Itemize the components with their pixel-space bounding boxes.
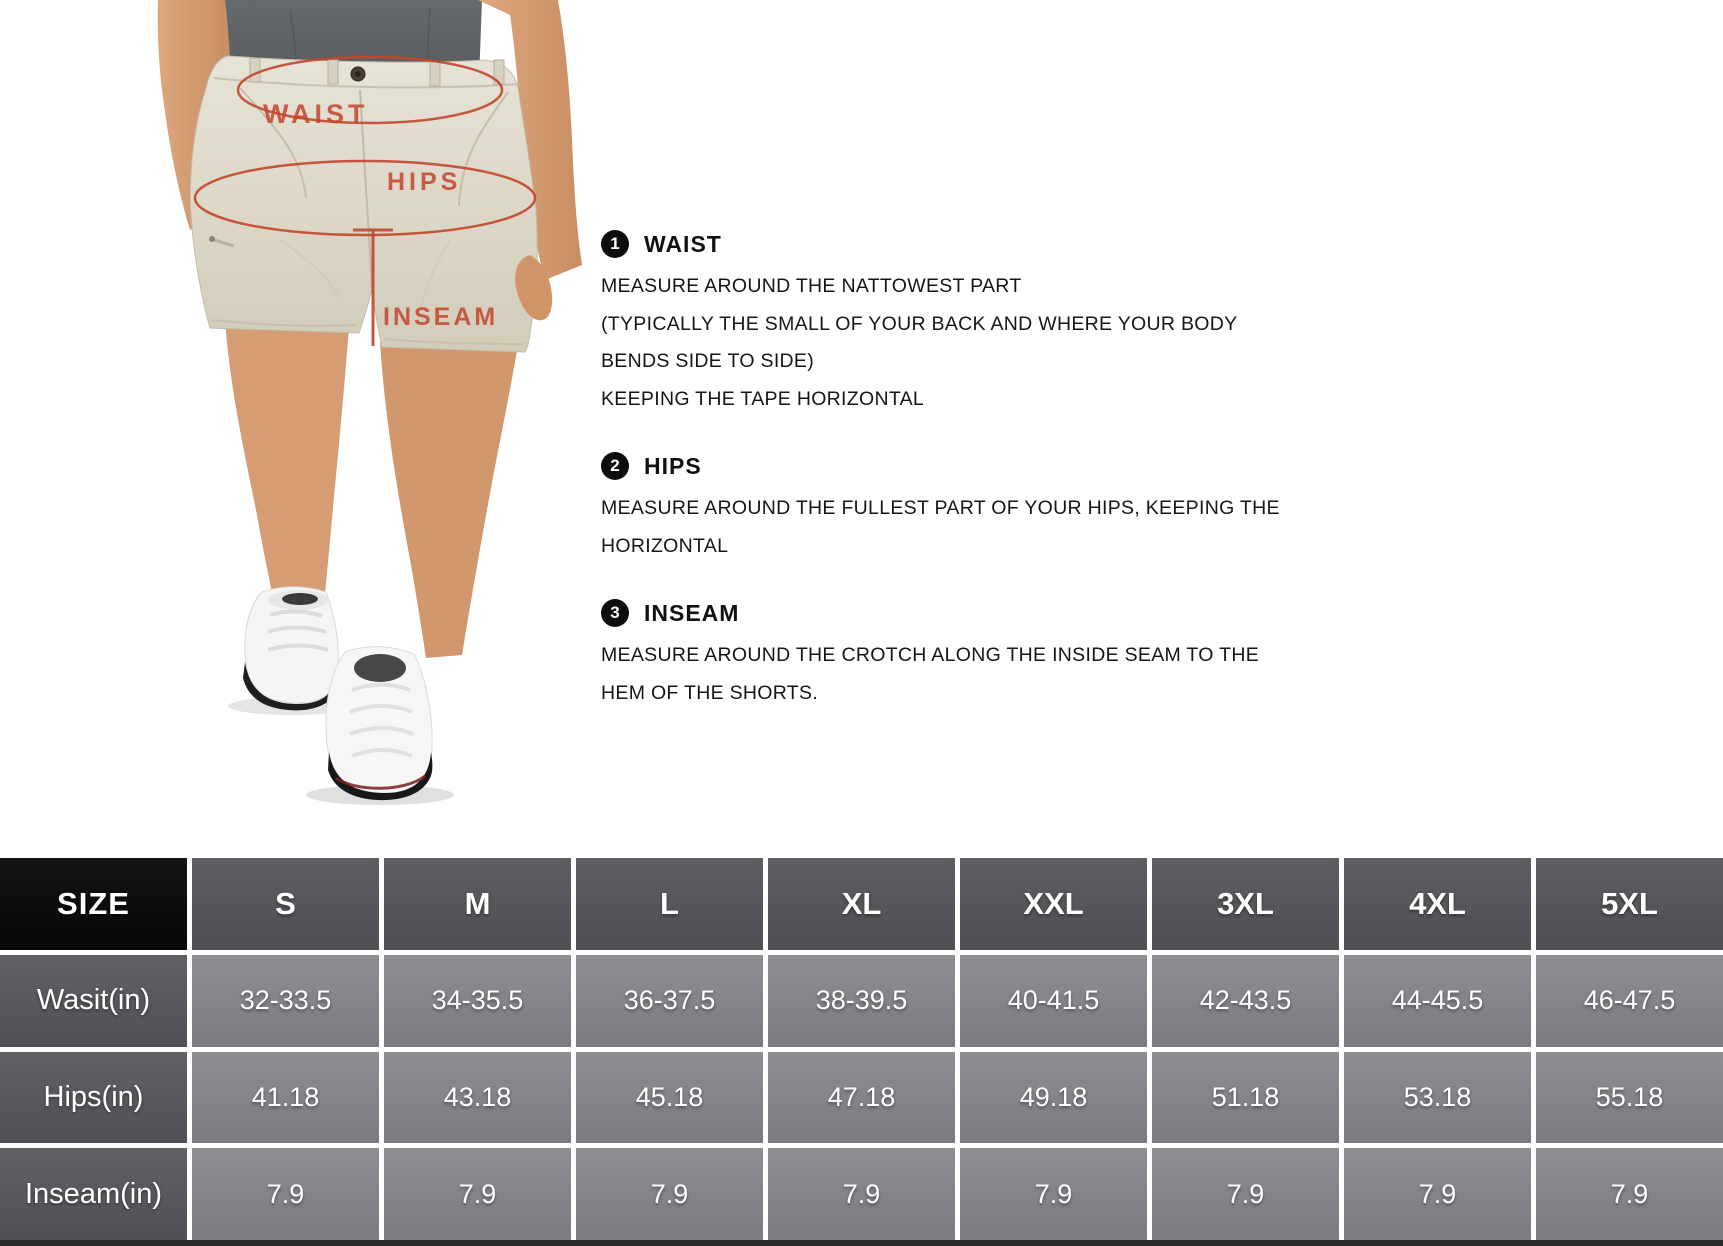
hips-value: 41.18 — [192, 1052, 379, 1144]
inseam-value: 7.9 — [576, 1148, 763, 1240]
left-shoe — [243, 587, 340, 711]
hips-value: 51.18 — [1152, 1052, 1339, 1144]
hips-value: 45.18 — [576, 1052, 763, 1144]
hips-value: 43.18 — [384, 1052, 571, 1144]
size-table-header-xxl: XXL — [960, 858, 1147, 950]
inseam-value: 7.9 — [384, 1148, 571, 1240]
inseam-annotation-label: INSEAM — [383, 303, 499, 331]
size-table-label-waist: Wasit(in) — [0, 955, 187, 1047]
instruction-text: MEASURE AROUND THE FULLEST PART OF YOUR HIPS, KEEPING THE — [601, 497, 1280, 519]
inseam-value: 7.9 — [1536, 1148, 1723, 1240]
waist-value: 38-39.5 — [768, 955, 955, 1047]
waist-value: 44-45.5 — [1344, 955, 1531, 1047]
right-leg — [380, 342, 517, 658]
size-table-header-xl: XL — [768, 858, 955, 950]
instruction-text: MEASURE AROUND THE CROTCH ALONG THE INSIDE SEAM TO THE — [601, 644, 1260, 666]
hips-value: 53.18 — [1344, 1052, 1531, 1144]
waist-value: 34-35.5 — [384, 955, 571, 1047]
waist-value: 46-47.5 — [1536, 955, 1723, 1047]
instruction-text: (TYPICALLY THE SMALL OF YOUR BACK AND WHERE YOUR BODY — [601, 312, 1238, 335]
instruction-title-waist: WAIST — [644, 230, 722, 257]
inseam-value: 7.9 — [1152, 1148, 1339, 1240]
hips-value: 47.18 — [768, 1052, 955, 1144]
instruction-text: MEASURE AROUND THE NATTOWEST PART — [601, 275, 1022, 297]
instruction-text: HORIZONTAL — [601, 534, 729, 557]
instruction-text: BENDS SIDE TO SIDE) — [601, 350, 815, 372]
instruction-section-inseam — [601, 599, 1401, 712]
instruction-section-hips — [601, 452, 1401, 565]
model-photo — [130, 0, 600, 810]
inseam-value: 7.9 — [1344, 1148, 1531, 1240]
size-table — [0, 858, 1723, 1246]
size-table-header-4xl: 4XL — [1344, 858, 1531, 950]
size-table-label-inseam: Inseam(in) — [0, 1148, 187, 1240]
inseam-value: 7.9 — [192, 1148, 379, 1240]
size-table-header-s: S — [192, 858, 379, 950]
instruction-text: KEEPING THE TAPE HORIZONTAL — [601, 387, 925, 410]
hips-value: 49.18 — [960, 1052, 1147, 1144]
inseam-value: 7.9 — [768, 1148, 955, 1240]
hips-annotation-label: HIPS — [387, 168, 462, 196]
instruction-title-hips: HIPS — [644, 452, 702, 479]
waist-value: 32-33.5 — [192, 955, 379, 1047]
size-table-header-3xl: 3XL — [1152, 858, 1339, 950]
waist-annotation-label: WAIST — [263, 99, 369, 129]
waist-value: 42-43.5 — [1152, 955, 1339, 1047]
waist-value: 36-37.5 — [576, 955, 763, 1047]
size-table-header-5xl: 5XL — [1536, 858, 1723, 950]
waist-value: 40-41.5 — [960, 955, 1147, 1047]
right-shoe — [326, 647, 433, 801]
hips-value: 55.18 — [1536, 1052, 1723, 1144]
size-table-header-m: M — [384, 858, 571, 950]
measurement-instructions — [601, 230, 1401, 746]
step-1-badge: 1 — [601, 230, 629, 258]
instruction-section-waist — [601, 230, 1401, 418]
inseam-value: 7.9 — [960, 1148, 1147, 1240]
size-table-header-size: SIZE — [0, 858, 187, 950]
instruction-text: HEM OF THE SHORTS. — [601, 681, 819, 704]
step-2-badge: 2 — [601, 452, 629, 480]
instruction-title-inseam: INSEAM — [644, 599, 740, 626]
model-illustration — [130, 0, 600, 810]
step-3-badge: 3 — [601, 599, 629, 627]
left-leg — [225, 320, 349, 606]
size-table-header-l: L — [576, 858, 763, 950]
size-table-label-hips: Hips(in) — [0, 1052, 187, 1144]
